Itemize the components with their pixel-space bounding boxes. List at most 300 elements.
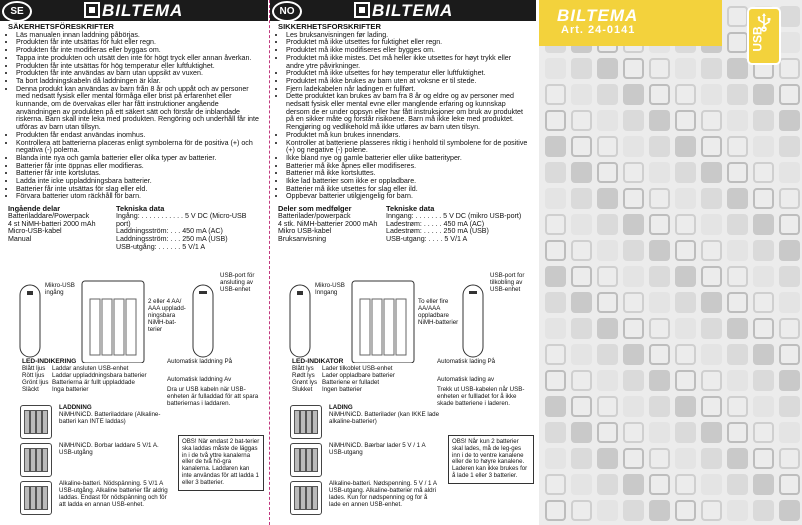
led-color: Rött ljus (22, 371, 45, 379)
safety-list-se (8, 32, 260, 201)
safety-list-no (278, 32, 528, 201)
led-meaning: Laddar ansluten USB-enhet (52, 364, 129, 372)
pattern-square (675, 396, 696, 417)
biltema-logo-icon (84, 2, 100, 18)
pattern-square (597, 214, 618, 235)
pattern-square (727, 240, 748, 261)
pattern-square (649, 500, 670, 521)
pattern-square (753, 136, 774, 157)
pattern-square (623, 370, 644, 391)
pattern-square (597, 318, 618, 339)
safety-item: • Batterier får inte kortslutas. (16, 170, 260, 178)
included-se (8, 205, 108, 251)
mode-item (290, 443, 440, 477)
battery-mode-icon (20, 481, 52, 515)
pattern-square (571, 370, 592, 391)
brand-text-no: BILTEMA (372, 1, 454, 20)
pattern-square (545, 188, 566, 209)
included-no (278, 205, 378, 244)
pattern-square (649, 422, 670, 443)
safety-item: • Dette produktet kan brukes av barn fra 8 år og eldre og av personer med nedsatt fysisk eller mental evne eller manglende erfaring og kunnskap dersom de er under oppsyn eller har fått instruksjoner om bruk av produktet på en sikker måte og forstår risikoene. Barn må ikke leke med produktet. Rengjøring og vedlikehold må ikke utføres av barn uten tilsyn. (286, 93, 528, 132)
pattern-square (779, 110, 800, 131)
pattern-square (597, 84, 618, 105)
led-title-se: LED-INDIKERING (22, 358, 77, 365)
label-aa-se: 2 eller 4 AA/ AAA uppladd- ningsbara NiMH-bat- terier (148, 298, 186, 333)
auto-off-no: Automatisk lading av (437, 375, 495, 383)
pattern-square (779, 370, 800, 391)
battery-mode-icon (20, 443, 52, 477)
pattern-square (779, 84, 800, 105)
pattern-square (779, 214, 800, 235)
pattern-square (701, 500, 722, 521)
pattern-square (623, 214, 644, 235)
pattern-square (571, 188, 592, 209)
mode-text (59, 443, 170, 477)
pattern-square (779, 422, 800, 443)
battery-mode-icon (20, 405, 52, 439)
pattern-square (597, 396, 618, 417)
pattern-square (727, 448, 748, 469)
pattern-square (623, 266, 644, 287)
pattern-square (545, 136, 566, 157)
pattern-square (753, 474, 774, 495)
pattern-square (727, 344, 748, 365)
pattern-square (649, 344, 670, 365)
pattern-square (753, 448, 774, 469)
pattern-square (623, 474, 644, 495)
led-row (22, 387, 152, 394)
pattern-square (701, 110, 722, 131)
included-item: 4 stk. NiMH-batterier 2000 mAh (278, 219, 378, 228)
label-brand: BILTEMA (557, 6, 639, 25)
pattern-square (623, 136, 644, 157)
pattern-square (623, 240, 644, 261)
pattern-square (571, 344, 592, 365)
pattern-square (545, 370, 566, 391)
pattern-square (571, 214, 592, 235)
pattern-square (623, 58, 644, 79)
pattern-square (727, 32, 748, 53)
usb-tab (747, 7, 781, 65)
included-item: 4 st NiMH-batteri 2000 mAh (8, 219, 96, 228)
pattern-square (597, 162, 618, 183)
pattern-square (727, 84, 748, 105)
pattern-square (779, 474, 800, 495)
pattern-square (597, 474, 618, 495)
obs-box-no: OBS! Når kun 2 batterier skal lades, må de leg-ges inn i de to ventre kanalene eller de to høyre kanalene. Laderen kan ikke brukes for å lade 1 eller 3 batterier. (448, 435, 534, 484)
led-color: Släckt (22, 385, 39, 393)
included-title-no: Deler som medfølger (278, 204, 352, 214)
led-meaning: Inga batterier (52, 385, 89, 393)
product-label (539, 0, 722, 46)
pattern-square (649, 448, 670, 469)
tech-item: Ladestrøm: . . . . . 450 mA (AC) (386, 219, 485, 228)
led-color: Slukket (292, 385, 313, 393)
led-row (292, 387, 422, 394)
pattern-square (597, 370, 618, 391)
pattern-square (779, 500, 800, 521)
pattern-square (675, 214, 696, 235)
safety-item: • Produkten får inte modifieras eller byggas om. (16, 47, 260, 55)
pattern-square (571, 240, 592, 261)
led-meaning: Batteriene er fulladet (322, 378, 380, 386)
diagram-no (270, 273, 536, 363)
pattern-square (571, 110, 592, 131)
auto-text-no: Trekk ut USB-kabelen når USB-enheten er fullladet for å ikke skade batteriene i laderen. (437, 385, 525, 407)
pattern-square (675, 58, 696, 79)
pattern-square (675, 240, 696, 261)
included-item: Bruksanvisning (278, 234, 327, 243)
label-aa-no: To eller fire AA/AAA oppladbare NiMH-batterier (418, 298, 459, 326)
pattern-square (675, 422, 696, 443)
pattern-square (727, 162, 748, 183)
included-item: Mikro USB-kabel (278, 227, 332, 236)
pattern-square (545, 266, 566, 287)
safety-item: • Ta bort laddningskabeln då laddningen är klar. (16, 78, 260, 86)
pattern-square (779, 188, 800, 209)
pattern-square (597, 448, 618, 469)
pattern-square (623, 422, 644, 443)
tech-se (116, 205, 260, 251)
pattern-square (623, 110, 644, 131)
specs-no (278, 205, 528, 244)
pattern-square (649, 162, 670, 183)
pattern-square (727, 292, 748, 313)
safety-item: • Produktet må ikke brukes av barn uten at voksne er til stede. (286, 78, 528, 86)
pattern-square (597, 266, 618, 287)
mode-title: LADDNING (59, 404, 92, 411)
pattern-square (701, 448, 722, 469)
pattern-square (649, 214, 670, 235)
auto-off-se: Automatisk laddning Av (167, 375, 232, 383)
mode-text (59, 405, 170, 439)
pattern-square (597, 240, 618, 261)
pattern-square (571, 266, 592, 287)
pattern-square (623, 396, 644, 417)
pattern-square (753, 396, 774, 417)
pattern-square (571, 162, 592, 183)
tech-item: Ladestrøm: . . . . . 250 mA (USB) (386, 227, 489, 236)
pattern-square (649, 58, 670, 79)
included-item: Batterilader/powerpack (278, 211, 351, 220)
included-title-se: Ingående delar (8, 204, 61, 214)
pattern-square (649, 110, 670, 131)
pattern-square (701, 136, 722, 157)
pattern-square (597, 110, 618, 131)
pattern-square (727, 396, 748, 417)
pattern-square (727, 422, 748, 443)
pattern-square (701, 292, 722, 313)
pattern-square (701, 214, 722, 235)
diagram-se (0, 273, 268, 363)
pattern-square (623, 344, 644, 365)
led-meaning: Laddar uppladdningsbara batterier (52, 371, 147, 379)
content-se (8, 23, 260, 251)
pattern-square (545, 110, 566, 131)
safety-item: • Les bruksanvisningen før lading. (286, 32, 528, 40)
pattern-square (675, 370, 696, 391)
pattern-square (753, 500, 774, 521)
safety-item: • Denna produkt kan användas av barn från 8 år och uppåt och av personer med nedsatt fysisk eller mental förmåga eller brist på erfarenhet eller kunnande, om de övervakas eller har fått instruktioner angående användningen av produkten på ett säkert sätt och förstår de inblandade riskerna. Barn skall inte leka med produkten. Rengöring och underhåll får inte utföras av barn utan tillsyn. (16, 86, 260, 132)
pattern-square (753, 84, 774, 105)
label-usb-no: USB-port for tilkobling av USB-enhet (490, 272, 525, 293)
panel-se (0, 0, 268, 525)
pattern-square (675, 318, 696, 339)
pattern-square (753, 110, 774, 131)
pattern-square (571, 422, 592, 443)
mode-desc: Alkaline-batteri. Nødspenning. 5 V / 1 A USB-utgang. Alkaline-batterier må aldri lades. Kun for nødspenning og for å lade en annen USB-enhet. (329, 480, 437, 508)
usb-tab-text: USB (750, 26, 765, 52)
mode-desc: NiMH/NiCD. Borbar laddare 5 V/1 A. USB-utgång (59, 442, 159, 456)
pattern-square (727, 6, 748, 27)
content-no (278, 23, 528, 244)
pattern-square (779, 6, 800, 27)
modes-se (20, 405, 170, 519)
pattern-square (753, 240, 774, 261)
safety-item: • Tappa inte produkten och utsätt den inte för högt tryck eller annan åverkan. (16, 55, 260, 63)
tech-title-se: Tekniska data (116, 204, 165, 214)
mode-desc: NiMH/NiCD. Bærbar lader 5 V / 1 A USB-utgang (329, 442, 426, 456)
pattern-square (545, 292, 566, 313)
mode-text (329, 405, 440, 439)
included-item: Batteriladdare/Powerpack (8, 211, 90, 220)
pattern-square (753, 344, 774, 365)
pattern-square (675, 474, 696, 495)
pattern-square (675, 110, 696, 131)
specs-se (8, 205, 260, 251)
pattern-square (727, 318, 748, 339)
pattern-square (597, 58, 618, 79)
lower-no (270, 357, 536, 525)
safety-item: • Produktet må ikke modifiseres eller bygges om. (286, 47, 528, 55)
safety-item: • Produkten får inte utsättas för fukt eller regn. (16, 39, 260, 47)
lang-badge-se: SE (2, 1, 32, 22)
pattern-square (701, 318, 722, 339)
header-se (0, 0, 268, 21)
pattern-square (597, 188, 618, 209)
mode-item (20, 481, 170, 515)
safety-item: • Blanda inte nya och gamla batterier eller olika typer av batterier. (16, 155, 260, 163)
pattern-square (545, 448, 566, 469)
safety-item: • Fjern ladekabelen når ladingen er fullført. (286, 86, 528, 94)
pattern-square (545, 344, 566, 365)
led-color: Blått lys (292, 364, 314, 372)
pattern-square (779, 240, 800, 261)
panel-no (270, 0, 536, 525)
safety-item: • Batterier får inte öppnas eller modifieras. (16, 163, 260, 171)
modes-no (290, 405, 440, 519)
led-color: Blått ljus (22, 364, 46, 372)
pattern-square (701, 188, 722, 209)
pattern-square (597, 422, 618, 443)
tech-item: USB-utgång: . . . . . . 5 V/1 A (116, 242, 206, 251)
safety-item: • Produktet må kun brukes innendørs. (286, 132, 528, 140)
pattern-background (539, 0, 802, 525)
pattern-square (701, 474, 722, 495)
auto-on-se: Automatisk laddning På (167, 358, 233, 365)
biltema-logo-icon (354, 2, 370, 18)
pattern-square (753, 370, 774, 391)
safety-item: • Kontrollera att batterierna placeras enligt symbolerna för de positiva (+) och negativa (-) polerna. (16, 140, 260, 155)
pattern-square (649, 318, 670, 339)
safety-item: • Kontroller at batteriene plasseres riktig i henhold til symbolene for de positive (+) og negative (-) polene. (286, 140, 528, 155)
pattern-square (649, 474, 670, 495)
battery-mode-icon (290, 405, 322, 439)
pattern-square (623, 318, 644, 339)
pattern-square (649, 370, 670, 391)
mode-item (20, 443, 170, 477)
pattern-square (753, 422, 774, 443)
pattern-square (545, 474, 566, 495)
pattern-square (779, 32, 800, 53)
pattern-square (649, 240, 670, 261)
pattern-square (545, 500, 566, 521)
pattern-square (571, 84, 592, 105)
pattern-square (545, 422, 566, 443)
led-meaning: Batterierna är fullt uppladdade (52, 378, 135, 386)
pattern-square (753, 266, 774, 287)
safety-item: • Produkten får inte utsättas för hög temperatur eller luftfuktighet. (16, 63, 260, 71)
pattern-square (649, 188, 670, 209)
pattern-square (623, 292, 644, 313)
pattern-square (675, 266, 696, 287)
label-micro-no: Mikro-USB Inngang (315, 282, 345, 296)
brand-no (354, 1, 453, 21)
pattern-square (597, 136, 618, 157)
safety-item: • Läs manualen innan laddning påbörjas. (16, 32, 260, 40)
pattern-square (571, 500, 592, 521)
brand-se (84, 1, 183, 21)
included-item: Micro-USB-kabel (8, 227, 62, 236)
battery-mode-icon (290, 481, 322, 515)
mode-text (329, 443, 440, 477)
safety-item: • Ikke lad batterier som ikke er oppladbare. (286, 178, 528, 186)
pattern-square (545, 84, 566, 105)
safety-item: • Batterier må ikke kortsluttes. (286, 170, 528, 178)
pattern-square (779, 162, 800, 183)
led-meaning: Ingen batterier (322, 385, 362, 393)
pattern-square (545, 58, 566, 79)
led-meaning: Lader tilkoblet USB-enhet (322, 364, 393, 372)
lower-se (0, 357, 268, 525)
pattern-square (675, 188, 696, 209)
pattern-square (753, 292, 774, 313)
pattern-square (623, 448, 644, 469)
mode-item (290, 481, 440, 515)
pattern-square (779, 292, 800, 313)
pattern-square (571, 136, 592, 157)
mode-item (20, 405, 170, 439)
safety-item: • Batterier må ikke utsettes for slag eller ild. (286, 186, 528, 194)
safety-item: • Förvara batterier utom räckhåll för barn. (16, 193, 260, 201)
mode-text (329, 481, 440, 515)
pattern-square (623, 162, 644, 183)
tech-item: Ingång: . . . . . . . . . . . 5 V DC (Micro-USB port) (116, 211, 247, 228)
safety-item: • Batterier får inte utsättas för slag eller eld. (16, 186, 260, 194)
mode-text (59, 481, 170, 515)
pattern-square (545, 214, 566, 235)
safety-item: • Ladda inte icke uppladdningsbara batterier. (16, 178, 260, 186)
pattern-square (623, 500, 644, 521)
pattern-square (727, 500, 748, 521)
led-color: Grönt ljus (22, 378, 49, 386)
lang-badge-no: NO (272, 1, 302, 22)
safety-item: • Produktet må ikke mistes. Det må heller ikke utsettes for høyt trykk eller andre ytre påvirkninger. (286, 55, 528, 70)
pattern-square (597, 500, 618, 521)
tech-no (386, 205, 528, 244)
pattern-square (779, 396, 800, 417)
safety-title-se: SÄKERHETSFÖRESKRIFTER (8, 22, 114, 31)
pattern-square (701, 266, 722, 287)
pattern-square (727, 214, 748, 235)
safety-item: • Ikke bland nye og gamle batterier eller ulike batterityper. (286, 155, 528, 163)
pattern-square (571, 58, 592, 79)
pattern-square (701, 422, 722, 443)
pattern-square (779, 136, 800, 157)
pattern-square (649, 266, 670, 287)
pattern-square (753, 188, 774, 209)
pattern-square (675, 136, 696, 157)
led-color: Grønt lys (292, 378, 318, 386)
header-no (270, 0, 536, 21)
obs-box-se: OBS! När endast 2 bat-terier ska laddas måste de läggas in i de två yttre kanalerna eller de två hö-gra kanalerna. Laddaren kan inte användas för att ladda 1 eller 3 batterier. (178, 435, 264, 491)
safety-item: • Produkten får endast användas inomhus. (16, 132, 260, 140)
mode-item (290, 405, 440, 439)
pattern-square (701, 240, 722, 261)
led-color: Rødt lys (292, 371, 315, 379)
pattern-square (779, 344, 800, 365)
pattern-square (701, 370, 722, 391)
pattern-square (727, 188, 748, 209)
pattern-square (649, 396, 670, 417)
tech-item: Laddningsström: . . . 450 mA (AC) (116, 227, 223, 236)
pattern-square (753, 162, 774, 183)
battery-mode-icon (290, 443, 322, 477)
pattern-square (545, 162, 566, 183)
pattern-square (701, 162, 722, 183)
pattern-square (753, 214, 774, 235)
tech-item: USB-utgang: . . . . 5 V/1 A (386, 234, 468, 243)
pattern-square (675, 84, 696, 105)
pattern-square (571, 448, 592, 469)
tech-item: Inngang: . . . . . . . 5 V DC (mikro USB-port) (386, 211, 522, 220)
pattern-square (779, 318, 800, 339)
pattern-square (727, 110, 748, 131)
mode-desc: NiMH/NiCD. Batteriladdare (Alkaline-batteri kan INTE laddas) (59, 410, 161, 425)
pattern-square (623, 188, 644, 209)
mode-desc: Alkaline-batteri. Nödspänning. 5 V/1 A USB-utgång. Alkaline batterier får aldrig laddas. Endast för nödspänning och för att ladda en annan USB-enhet. (59, 480, 168, 508)
pattern-square (649, 84, 670, 105)
led-meaning: Lader oppladbare batterier (322, 371, 395, 379)
safety-item: • Produktet må ikke utsettes for fuktighet eller regn. (286, 39, 528, 47)
pattern-square (727, 58, 748, 79)
pattern-square (727, 136, 748, 157)
pattern-square (675, 500, 696, 521)
pattern-square (701, 84, 722, 105)
tech-item: Laddningsström: . . . 250 mA (USB) (116, 234, 228, 243)
pattern-square (727, 370, 748, 391)
pattern-square (623, 84, 644, 105)
article-number: Art. 24-0141 (561, 24, 636, 36)
pattern-square (571, 474, 592, 495)
pattern-square (545, 240, 566, 261)
pattern-square (675, 162, 696, 183)
auto-on-no: Automatisk lading På (437, 358, 496, 365)
pattern-square (649, 292, 670, 313)
safety-title-no: SIKKERHETSFORSKRIFTER (278, 22, 381, 31)
pattern-square (545, 396, 566, 417)
pattern-square (597, 292, 618, 313)
